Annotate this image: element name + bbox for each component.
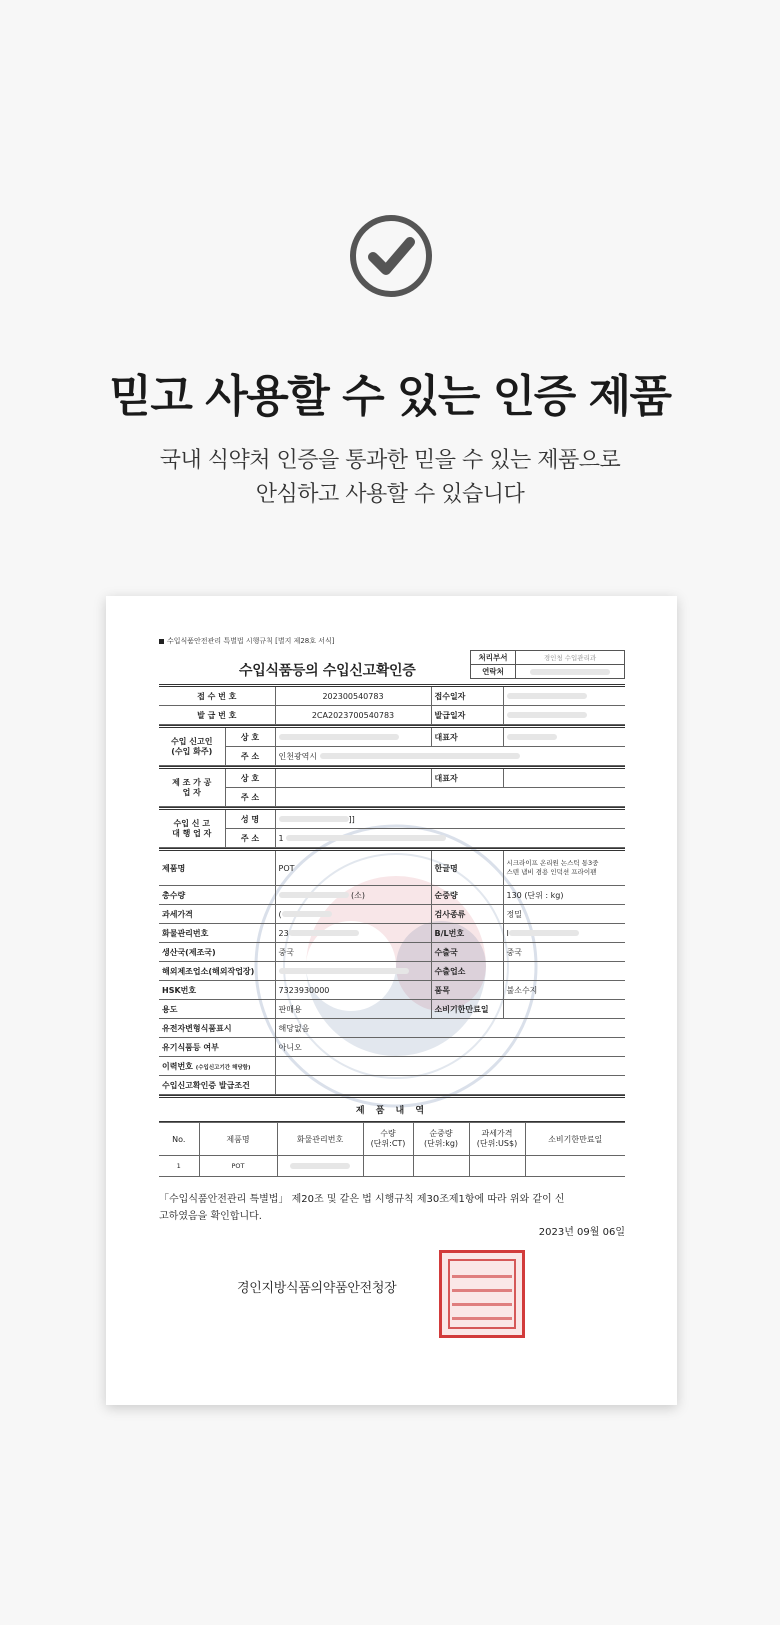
items-table: No. 제품명 화물관리번호 수량 (단위:CT) 순중량 (단위:kg) 과세가격 (단위:US$) 소비기한만료일 1 POT <box>159 1122 625 1177</box>
items-section-title: 제 품 내 역 <box>159 1095 625 1122</box>
receipt-table: 접 수 번 호 202300540783 접수일자 발 급 번 호 2CA2023700540783 발급일자 <box>159 684 625 725</box>
issue-date: 2023년 09월 06일 <box>538 1227 625 1238</box>
form-reference: 수입식품안전관리 특별법 시행규칙 [별지 제28호 서식] <box>159 636 625 646</box>
importer-table: 수입 신고인 (수입 화주) 상 호 대표자 주 소 인천광역시 <box>159 725 625 766</box>
headline: 믿고 사용할 수 있는 인증 제품 <box>109 371 671 422</box>
certificate-image <box>106 596 677 1405</box>
subtitle-line-1: 국내 식약처 인증을 통과한 믿을 수 있는 제품으로 <box>159 448 621 473</box>
agent-table: 수입 신 고 대 행 업 자 성 명 ]] 주 소 1 <box>159 807 625 848</box>
manufacturer-table: 제 조 가 공 업 자 상 호 대표자 주 소 <box>159 766 625 807</box>
check-circle-icon <box>349 214 433 298</box>
product-table: 제품명 POT 한글명 시크라이프 온리원 논스틱 통3중 스텐 냄비 겸용 인덕션 프라이팬 총수량 (소) 순중량 130 (단위 : kg) 과세가격 ( 검사종류 정밀 화물관리번호 23 B/L번호 I 생산국(제조국) 중국 수출국 중국 해외제조업소(해외작업장) 수출업소 HSK번호 7323930000 품목 불소수지 용도 판매용 소비기한만료일 유전자변형식품표시 해당없음 유기식품등 여부 아니오 이력번호 (수입신고기간 해당함) 수입신고확인증 발급조건 <box>159 848 625 1095</box>
certificate-title: 수입식품등의 수입신고확인증 <box>239 663 416 679</box>
subtitle-line-2: 안심하고 사용할 수 있습니다 <box>255 482 525 507</box>
issuer-name: 경인지방식품의약품안전청장 <box>237 1281 397 1296</box>
official-seal <box>439 1250 525 1338</box>
processing-box: 처리부서 경인청 수입관리과 연락처 <box>470 650 625 679</box>
law-statement: 「수입식품안전관리 특별법」 제20조 및 같은 법 시행규칙 제30조제1항에 따라 위와 같이 신 고하였음을 확인합니다. <box>159 1194 565 1222</box>
